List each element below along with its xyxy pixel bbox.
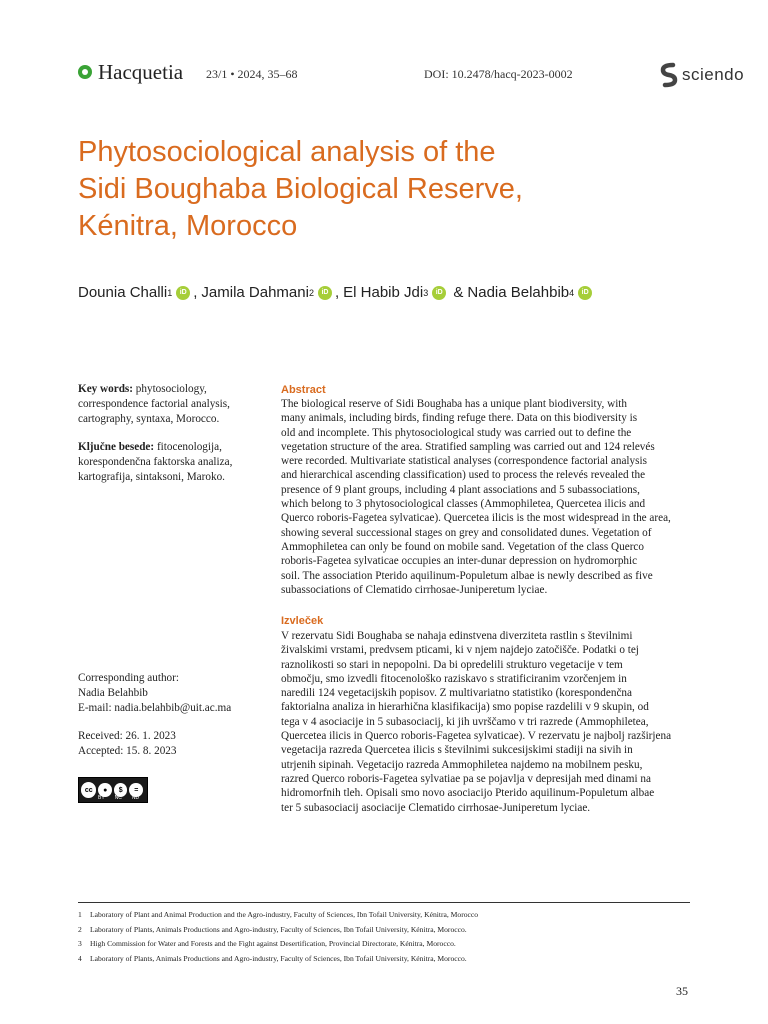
izvlecek-line: tega v 4 asociacije in 5 subasociacij, ki jih uvrščamo v tri razrede (Ammophiletea,: [281, 715, 649, 728]
author-affiliation: 4: [569, 287, 575, 298]
izvlecek-line: hidromorfnih tleh. Opisali smo novo asociacijo Pterido aquilinum-Populetum albae: [281, 787, 655, 800]
publisher-name: sciendo: [682, 65, 745, 84]
izvlecek-line: živalskimi vrstami, predvsem pticami, ki v njem najdejo zatočišče. Podatki o tej: [281, 644, 639, 657]
keywords-sl-label: Ključne besede:: [78, 441, 155, 453]
izvlecek-line: utrjenih sipinah. Vegetacijo razreda Ammophiletea najdemo na mobilnem pesku,: [281, 758, 643, 771]
author-name: Dounia Challi: [78, 284, 168, 301]
abstract-line: were recorded. Multivariate statistical analyses (correspondence factorial analysis: [281, 455, 647, 468]
keywords-slovenian: [78, 440, 258, 485]
keywords-sl-text: korespondenčna faktorska analiza,: [78, 456, 233, 468]
author-name: El Habib Jdi: [343, 284, 424, 301]
footnote-divider: [78, 902, 690, 903]
keywords-text: correspondence factorial analysis,: [78, 398, 230, 410]
keywords-text: cartography, syntaxa, Morocco.: [78, 413, 220, 425]
abstract-line: many animals, including birds, finding refuge there. Data on this biodiversity is: [281, 412, 638, 425]
footnote-item: [78, 908, 478, 923]
sciendo-mark-icon: [660, 62, 678, 88]
izvlecek-line: razred Querco roboris-Fagetea sylvatiae pa se pojavlja v depresijah med dinami na: [281, 772, 651, 785]
abstract-line: Querco roboris-Fagetea sylvaticae). Quercetea ilicis is the most widespread in the area,: [281, 512, 671, 525]
author-name: Jamila Dahmani: [201, 284, 309, 301]
author-affiliation: 3: [423, 287, 429, 298]
author-name: Nadia Belahbib: [467, 284, 570, 301]
received-date: Received: 26. 1. 2023: [78, 730, 176, 742]
page-number: 35: [676, 984, 688, 998]
cc-by-label: BY: [98, 795, 105, 801]
abstract-heading: Abstract: [281, 384, 326, 396]
izvlecek-line: ter 5 subasociacij asociacije Clematido cirrhosae-Juniperetum lyciae.: [281, 801, 591, 814]
corresponding-author: [78, 671, 258, 716]
keywords-sl-text: kartografija, sintaksoni, Maroko.: [78, 471, 225, 483]
footnote-number: 2: [78, 924, 82, 934]
footnote-text: Laboratory of Plants, Animals Productions and Agro-industry, Faculty of Sciences, Ibn Tofail University, Kénitra, Morocco.: [90, 953, 467, 963]
article-title: [78, 134, 698, 245]
article-dates: [78, 729, 258, 759]
izvlecek-line: območju, smo izvedli fitocenološko raziskavo s stratificiranim vzorčenjem in: [281, 672, 627, 685]
abstract-line: roboris-Fagetea sylvaticae occupies an inter-dunar depression on hydromorphic: [281, 555, 638, 568]
abstract-line: showing several successional stages on grey and consolidated dunes. Vegetation of: [281, 526, 652, 539]
keywords-sl-text: fitocenologija,: [154, 441, 222, 453]
accepted-date: Accepted: 15. 8. 2023: [78, 745, 177, 757]
abstract-body: [281, 397, 673, 597]
volume-info: 23/1 • 2024, 35–68: [206, 67, 298, 81]
footnote-number: 3: [78, 939, 82, 948]
publisher-logo: [660, 60, 744, 90]
izvlecek-line: V rezervatu Sidi Boughaba se nahaja edinstvena diverziteta rastlin s številnimi: [281, 630, 633, 642]
keywords: [78, 382, 258, 427]
footnote-number: 1: [78, 910, 82, 919]
orcid-icon[interactable]: iD: [432, 286, 446, 300]
izvlecek-line: Quercetea ilicis in Querco roboris-Fagetea sylvaticae). V rezervatu je najbolj razširjena: [281, 730, 672, 743]
author-affiliation: 2: [308, 287, 314, 298]
author-separator: &: [449, 284, 464, 301]
keywords-label: Key words:: [78, 383, 133, 395]
izvlecek-heading: Izvleček: [281, 615, 324, 627]
footnote-text: Laboratory of Plants, Animals Productions and Agro-industry, Faculty of Sciences, Ibn Tofail University, Kénitra, Morocco.: [90, 924, 467, 934]
title-line: Phytosociological analysis of the: [78, 136, 496, 168]
cc-license-labels: [98, 795, 139, 801]
izvlecek-line: vegetacija razreda Quercetea ilicis s številnimi sukcesijskimi stadiji na sivih in: [281, 744, 633, 757]
izvlecek-line: naredili 124 vegetacijskih popisov. Z multivariatno statistiko (korespondenčna: [281, 687, 632, 700]
corresponding-email[interactable]: E-mail: nadia.belahbib@uit.ac.ma: [78, 702, 232, 714]
author-separator: ,: [193, 284, 198, 301]
orcid-icon[interactable]: iD: [318, 286, 332, 300]
orcid-icon[interactable]: iD: [578, 286, 592, 300]
corresponding-label: Corresponding author:: [78, 672, 179, 684]
orcid-icon[interactable]: iD: [176, 286, 190, 300]
izvlecek-line: raznolikosti so stari in nepopolni. Da bi opredelili strukturo vegetacije v tem: [281, 658, 623, 671]
abstract-line: subassociations of Clematido cirrhosae-Juniperetum lyciae.: [281, 583, 548, 596]
abstract-line: presence of 9 plant groups, including 4 plant associations and 5 subassociations,: [281, 483, 640, 496]
corresponding-name: Nadia Belahbib: [78, 687, 148, 699]
title-line: Kénitra, Morocco: [78, 210, 298, 242]
by-icon: ●: [98, 783, 112, 797]
footnote-item: [78, 923, 478, 938]
izvlecek-line: faktorialna analiza in hierarhična klasifikacija) smo popise razdelili v 9 skupin, od: [281, 701, 649, 714]
author-separator: ,: [334, 284, 340, 301]
author-list: [78, 284, 595, 301]
izvlecek-body: [281, 629, 673, 815]
journal-name: Hacquetia: [98, 60, 184, 84]
abstract-line: Ammophiletea can only be found on mobile sand. Vegetation of the class Querco: [281, 540, 644, 553]
abstract-line: soil. The association Pterido aquilinum-Populetum albae is newly described as five: [281, 569, 653, 582]
cc-nd-label: ND: [131, 795, 140, 801]
nc-icon: $: [114, 783, 128, 797]
footnote-item: [78, 952, 478, 967]
abstract-line: vegetation structure of the area. Stratified sampling was carried out and 124 relevés: [281, 440, 655, 453]
cc-icon: cc: [81, 782, 96, 798]
abstract-line: The biological reserve of Sidi Boughaba has a unique plant biodiversity, with: [281, 398, 628, 410]
abstract-line: and hierarchical ascending classification) used to process the relevés revealed the: [281, 469, 646, 482]
affiliation-footnotes: [78, 908, 478, 966]
footnote-text: Laboratory of Plant and Animal Production and the Agro-industry, Faculty of Sciences, Ibn Tofail University, Kénitra, Morocco: [90, 910, 479, 919]
cc-nc-label: NC: [114, 795, 122, 801]
footnote-number: 4: [78, 953, 82, 963]
hacquetia-logo-icon: [78, 65, 92, 79]
footnote-text: High Commission for Water and Forests and the Fight against Desertification, Provincial Directorate, Kénitra, Morocco.: [90, 939, 456, 948]
nd-icon: =: [129, 783, 143, 797]
abstract-line: old and incomplete. This phytosociological study was carried out to define the: [281, 426, 632, 439]
journal-header: [78, 60, 752, 90]
footnote-item: [78, 937, 478, 952]
title-line: Sidi Boughaba Biological Reserve,: [78, 173, 523, 205]
abstract-line: which belong to 3 phytosociological classes (Ammophiletea, Quercetea ilicis and: [281, 498, 646, 511]
doi-link[interactable]: DOI: 10.2478/hacq-2023-0002: [424, 67, 573, 81]
author-affiliation: 1: [167, 287, 173, 298]
keywords-text: phytosociology,: [133, 383, 207, 395]
